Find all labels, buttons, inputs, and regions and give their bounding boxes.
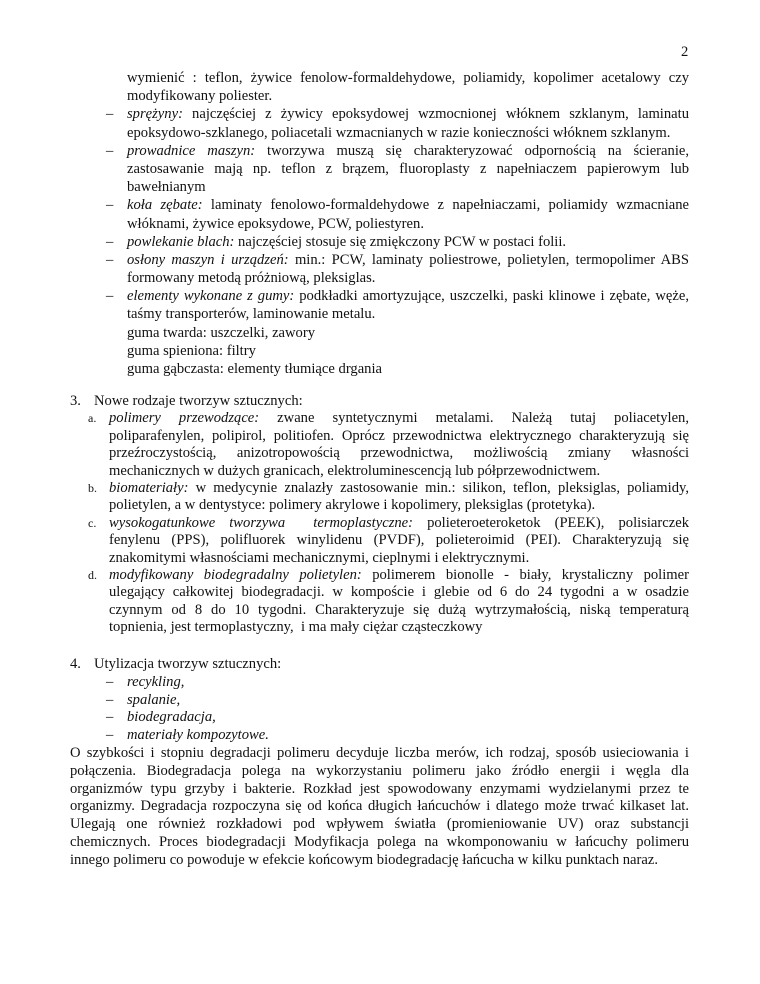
section-plastics-disposal [0, 656, 689, 870]
text-line [0, 215, 689, 233]
line-text: modyfikowany poliester. [127, 88, 273, 105]
text-line [0, 342, 689, 360]
line-text: topnienia, jest termoplastyczny, i ma mały ciężar cząsteczkowy [109, 619, 483, 636]
line-text: czynnym od 8 do 10 tygodni. Charakteryzuje się dużą wytrzymałością, niską temperaturą [109, 601, 689, 618]
line-text: bawełnianym [127, 179, 206, 196]
text-line [0, 852, 689, 870]
section-applications-continued [0, 69, 689, 378]
line-text: najczęściej stosuje się zmiękczony PCW w postaci folii. [234, 233, 567, 250]
section-new-plastics [0, 393, 689, 636]
list-letter: c. [88, 515, 97, 530]
text-line [0, 798, 689, 816]
text-line [0, 124, 689, 142]
text-line [0, 142, 689, 160]
text-line [0, 87, 689, 105]
item-label: elementy wykonane z gumy: [127, 288, 295, 305]
text-line [0, 550, 689, 567]
text-line [0, 567, 689, 584]
text-line [0, 178, 689, 196]
text-line [0, 196, 689, 214]
dash-bullet-icon: – [106, 106, 114, 123]
line-text: poliparafenylen, polipirol, politiofen. Oprócz przewodnictwa elektrycznego charakteryzują się [109, 427, 689, 444]
text-line [0, 692, 689, 710]
item-label: polimery przewodzące: [109, 410, 260, 427]
text-line [0, 105, 689, 123]
list-letter: d. [88, 567, 97, 582]
line-text: laminaty fenolowo-formaldehydowe z napełniaczami, poliamidy wzmacniane [202, 197, 689, 214]
list-letter: b. [88, 480, 97, 495]
section-number: 4. [70, 656, 81, 672]
text-line [0, 233, 689, 251]
text-line [0, 393, 689, 410]
text-line [0, 360, 689, 378]
text-line [0, 584, 689, 601]
line-text: organizmów typu grzyby i bakterie. Rozkład jest spowodowany enzymami wydzielanymi przez te [70, 780, 689, 797]
page-number: 2 [681, 44, 689, 60]
line-text: O szybkości i stopniu degradacji polimeru decyduje liczba merów, ich rodzaj, sposób usieciowania i [70, 744, 689, 761]
dash-bullet-icon: – [106, 673, 114, 690]
text-line [0, 781, 689, 799]
text-line [0, 480, 689, 497]
text-line [0, 515, 689, 532]
bullet-label: spalanie, [127, 691, 181, 708]
item-label: koła zębate: [127, 197, 203, 214]
text-line [0, 834, 689, 852]
text-line [0, 727, 689, 745]
text-line [0, 69, 689, 87]
line-text: podkładki amortyzujące, uszczelki, paski klinowe i zębate, węże, [294, 288, 689, 305]
line-text: polietylen, a w dentystyce: polimery akrylowe i kopolimery, pleksiglas (protetyka). [109, 497, 596, 514]
line-text: innego polimeru co powoduje w efekcie końcowym biodegradację łańcucha w kilku punktach naraz. [70, 851, 658, 868]
line-text: guma twarda: uszczelki, zawory [127, 324, 316, 341]
text-line [0, 269, 689, 287]
text-line [0, 532, 689, 549]
text-line [0, 816, 689, 834]
list-letter: a. [88, 411, 97, 426]
text-line [0, 251, 689, 269]
text-line [0, 674, 689, 692]
line-text: zastosawanie mają np. teflon z brązem, fluoroplasty z napełniaczem papierowym lub [127, 160, 689, 177]
text-line [0, 410, 689, 427]
line-text: epoksydowo-szklanego, poliacetali wzmacnianych w razie konieczności włóknem szklanym. [127, 124, 671, 141]
dash-bullet-icon: – [106, 727, 114, 744]
item-label: prowadnice maszyn: [127, 142, 256, 159]
line-text: min.: PCW, laminaty poliestrowe, polietylen, termopolimer ABS [288, 251, 690, 268]
line-text: polimerem bionolle - biały, krystaliczny polimer [361, 566, 689, 583]
section-heading: Utylizacja tworzyw sztucznych: [94, 656, 282, 672]
line-text: polieteroeteroketok (PEEK), polisiarczek [413, 514, 689, 531]
dash-bullet-icon: – [106, 197, 114, 214]
dash-bullet-icon: – [106, 142, 114, 159]
text-line [0, 656, 689, 674]
bullet-label: recykling, [127, 673, 185, 690]
text-line [0, 463, 689, 480]
bullet-label: materiały kompozytowe. [127, 727, 269, 744]
line-text: przeźroczystością, anizotropowością przewodnictwa, możliwością zmiany własności [109, 445, 689, 462]
text-line [0, 305, 689, 323]
text-line [0, 445, 689, 462]
line-text: w medycynie znalazły zastosowanie min.: silikon, teflon, pleksiglas, poliamidy, [188, 479, 689, 496]
line-text: chemicznych. Proces biodegradacji Modyfikacja polega na wkomponowaniu w łańcuchy polimeru [70, 833, 689, 850]
text-line [0, 602, 689, 619]
line-text: połączenia. Biodegradacja polega na wykorzystaniu polimeru jako źródło energii i węgla dla [70, 762, 689, 779]
item-label: biomateriały: [109, 479, 189, 496]
line-text: zwane syntetycznymi metalami. Należą tutaj poliacetylen, [259, 410, 690, 427]
dash-bullet-icon: – [106, 691, 114, 708]
line-text: tworzywa muszą się charakteryzować odpornością na ścieranie, [255, 142, 689, 159]
text-line [0, 160, 689, 178]
item-label: osłony maszyn i urządzeń: [127, 251, 289, 268]
item-label: powlekanie blach: [127, 233, 235, 250]
line-text: fenylenu (PPS), polifluorek winylidenu (PVDF), polieteroimid (PEI). Charakteryzują się [109, 532, 689, 549]
bullet-label: biodegradacja, [127, 709, 216, 726]
text-line [0, 763, 689, 781]
text-line [0, 497, 689, 514]
line-text: Ulegają one również rozkładowi pod wpływem światła (promieniowanie UV) oraz substancji [70, 816, 689, 833]
section-number: 3. [70, 393, 81, 409]
line-text: guma gąbczasta: elementy tłumiące drgania [127, 361, 383, 377]
text-line [0, 709, 689, 727]
line-text: formowany metodą próżniową, pleksiglas. [127, 270, 376, 287]
text-line [0, 619, 689, 636]
line-text: mechanicznych w dużych granicach, elektroluminescencją lub półprzewodnictwem. [109, 462, 601, 479]
line-text: włóknami, żywice epoksydowe, PCW, poliestyren. [127, 215, 424, 232]
line-text: ulegający całkowitej biodegradacji. w kompoście i glebie od 6 do 24 tygodni a w osadzie [109, 584, 689, 601]
line-text: organizmy. Degradacja rozpoczyna się od końca długich łańcuchów i dlatego może trwać kilkaset lat. [70, 798, 689, 815]
line-text: znakomitymi własnościami mechanicznymi, cieplnymi i elektrycznymi. [109, 549, 530, 566]
dash-bullet-icon: – [106, 709, 114, 726]
item-label: sprężyny: [127, 106, 183, 123]
dash-bullet-icon: – [106, 233, 114, 250]
text-line [0, 324, 689, 342]
dash-bullet-icon: – [106, 251, 114, 268]
text-line [0, 287, 689, 305]
text-line [0, 428, 689, 445]
line-text: wymienić : teflon, żywice fenolow-formaldehydowe, poliamidy, kopolimer acetalowy czy [127, 70, 689, 86]
line-text: taśmy transporterów, laminowanie metalu. [127, 306, 376, 323]
item-label: modyfikowany biodegradalny polietylen: [109, 566, 362, 583]
item-label: wysokogatunkowe tworzywa termoplastyczne: [109, 514, 414, 531]
dash-bullet-icon: – [106, 288, 114, 305]
line-text: najczęściej z żywicy epoksydowej wzmocnionej włóknem szklanym, laminatu [182, 106, 689, 123]
text-line [0, 745, 689, 763]
line-text: guma spieniona: filtry [127, 342, 256, 359]
section-heading: Nowe rodzaje tworzyw sztucznych: [94, 393, 303, 409]
